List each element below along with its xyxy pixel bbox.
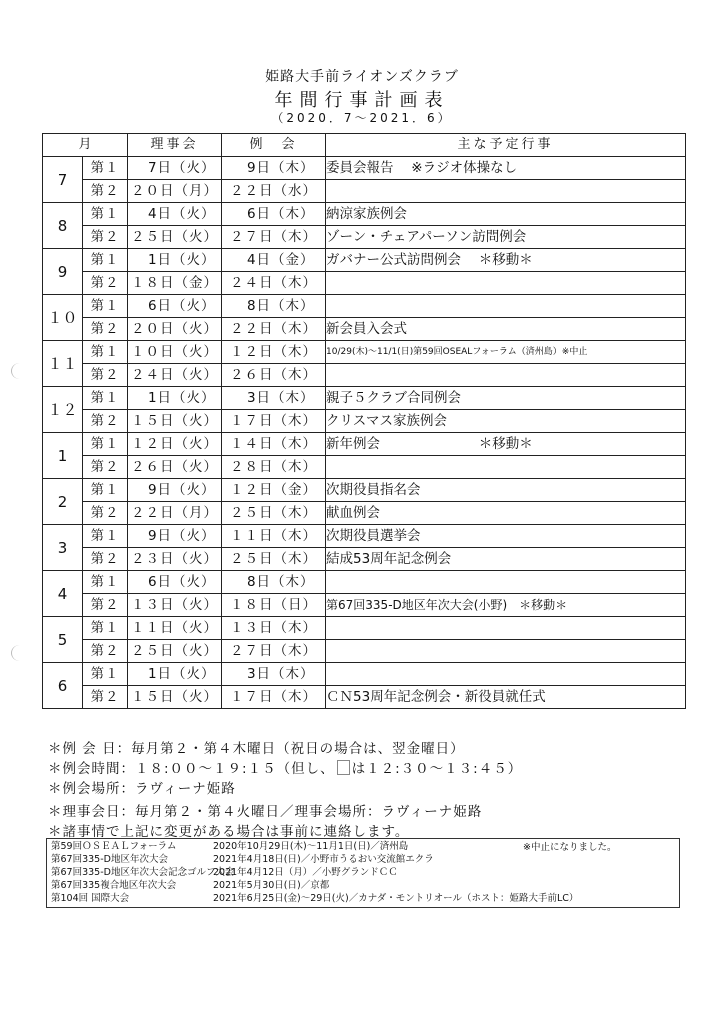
month-cell: 5 <box>43 617 83 663</box>
meeting-number-cell: 第２ <box>83 548 128 571</box>
month-cell: 4 <box>43 571 83 617</box>
meeting-date-cell: ２２日（木） <box>222 318 326 341</box>
meeting-number-cell: 第２ <box>83 364 128 387</box>
table-row <box>43 387 686 410</box>
month-cell: 9 <box>43 249 83 295</box>
board-date-cell: 1日（火） <box>128 663 222 686</box>
event-detail: 2021年4月12日（月）／小野グランドＣＣ <box>213 867 398 878</box>
month-cell: 8 <box>43 203 83 249</box>
event-name: 第67回335-D地区年次大会記念ゴルフ大会 <box>51 867 235 878</box>
meeting-date-cell: 3日（木） <box>222 663 326 686</box>
meeting-date-cell: １１日（木） <box>222 525 326 548</box>
event-cell: 第67回335-D地区年次大会(小野) ＊移動＊ <box>326 594 686 617</box>
event-name: 第59回ＯＳＥＡＬフォーラム <box>51 841 177 852</box>
board-date-cell: １８日（金） <box>128 272 222 295</box>
event-cell: ガバナー公式訪問例会 ＊移動＊ <box>326 249 686 272</box>
event-cell <box>326 295 686 318</box>
note-time-suffix: は１２:３０～１３:４５） <box>351 761 523 777</box>
board-date-cell: 9日（火） <box>128 525 222 548</box>
meeting-number-cell: 第２ <box>83 180 128 203</box>
event-detail: 2021年6月25日(金)～29日(火)／カナダ・モントリオール（ホスト：姫路大手前LC） <box>213 893 579 904</box>
table-row <box>43 364 686 387</box>
board-date-cell: ２６日（火） <box>128 456 222 479</box>
events-box <box>46 838 680 908</box>
header-month: 月 <box>43 134 128 157</box>
table-row <box>43 249 686 272</box>
meeting-number-cell: 第２ <box>83 502 128 525</box>
meeting-number-cell: 第２ <box>83 594 128 617</box>
meeting-number-cell: 第１ <box>83 479 128 502</box>
board-date-cell: ２５日（火） <box>128 640 222 663</box>
meeting-number-cell: 第２ <box>83 456 128 479</box>
event-item <box>51 867 398 879</box>
meeting-number-cell: 第１ <box>83 341 128 364</box>
event-cell: ゾーン・チェアパーソン訪問例会 <box>326 226 686 249</box>
table-row <box>43 571 686 594</box>
board-date-cell: １１日（火） <box>128 617 222 640</box>
board-date-cell: 6日（火） <box>128 295 222 318</box>
month-cell: 2 <box>43 479 83 525</box>
meeting-number-cell: 第１ <box>83 433 128 456</box>
board-date-cell: １３日（火） <box>128 594 222 617</box>
event-item <box>51 854 434 866</box>
board-date-cell: 1日（火） <box>128 249 222 272</box>
meeting-date-cell: ２６日（木） <box>222 364 326 387</box>
month-cell: １１ <box>43 341 83 387</box>
board-date-cell: １０日（火） <box>128 341 222 364</box>
meeting-number-cell: 第２ <box>83 272 128 295</box>
table-row <box>43 456 686 479</box>
board-date-cell: ２０日（火） <box>128 318 222 341</box>
event-item <box>51 893 578 905</box>
table-row <box>43 410 686 433</box>
meeting-number-cell: 第１ <box>83 571 128 594</box>
event-item <box>51 841 408 853</box>
meeting-number-cell: 第１ <box>83 295 128 318</box>
month-cell: １０ <box>43 295 83 341</box>
meeting-date-cell: ２５日（木） <box>222 502 326 525</box>
event-cell: クリスマス家族例会 <box>326 410 686 433</box>
event-cell <box>326 272 686 295</box>
meeting-date-cell: 9日（木） <box>222 157 326 180</box>
board-date-cell: ２２日（月） <box>128 502 222 525</box>
meeting-date-cell: １３日（木） <box>222 617 326 640</box>
meeting-date-cell: ２７日（木） <box>222 640 326 663</box>
note-meeting-place: ＊例会場所：ラヴィーナ姫路 <box>48 781 236 797</box>
table-row <box>43 617 686 640</box>
table-row <box>43 433 686 456</box>
page-title: 年間行事計画表 <box>274 90 450 111</box>
meeting-date-cell: ２４日（木） <box>222 272 326 295</box>
month-cell: 1 <box>43 433 83 479</box>
board-date-cell: １５日（火） <box>128 410 222 433</box>
meeting-number-cell: 第１ <box>83 249 128 272</box>
meeting-date-cell: 4日（金） <box>222 249 326 272</box>
table-row <box>43 318 686 341</box>
board-date-cell: ２５日（火） <box>128 226 222 249</box>
meeting-number-cell: 第２ <box>83 686 128 709</box>
meeting-number-cell: 第１ <box>83 663 128 686</box>
schedule-table <box>42 133 686 709</box>
meeting-date-cell: 8日（木） <box>222 295 326 318</box>
event-detail: 2020年10月29日(木)～11月1日(日)／済州島 <box>213 841 409 852</box>
board-date-cell: 9日（火） <box>128 479 222 502</box>
meeting-date-cell: １７日（木） <box>222 686 326 709</box>
event-cell: 納涼家族例会 <box>326 203 686 226</box>
event-cell <box>326 663 686 686</box>
meeting-number-cell: 第２ <box>83 410 128 433</box>
meeting-date-cell: ２５日（木） <box>222 548 326 571</box>
meeting-number-cell: 第１ <box>83 617 128 640</box>
note-board-days: ＊理事会日：毎月第２・第４火曜日／理事会場所：ラヴィーナ姫路 <box>48 804 483 820</box>
note-meeting-time <box>48 757 522 777</box>
table-row <box>43 272 686 295</box>
meeting-date-cell: ２２日（水） <box>222 180 326 203</box>
meeting-date-cell: １８日（日） <box>222 594 326 617</box>
board-date-cell: 1日（火） <box>128 387 222 410</box>
board-date-cell: ２４日（火） <box>128 364 222 387</box>
table-row <box>43 203 686 226</box>
event-cell: 結成53周年記念例会 <box>326 548 686 571</box>
meeting-date-cell: １７日（木） <box>222 410 326 433</box>
month-cell: 3 <box>43 525 83 571</box>
period-label: （2020．7～2021．6） <box>271 111 453 125</box>
meeting-number-cell: 第２ <box>83 318 128 341</box>
table-row <box>43 663 686 686</box>
board-date-cell: ２０日（月） <box>128 180 222 203</box>
event-cell: 次期役員指名会 <box>326 479 686 502</box>
event-cell: 新年例会 ＊移動＊ <box>326 433 686 456</box>
punch-hole-mark <box>11 645 28 661</box>
header-board: 理事会 <box>128 134 222 157</box>
board-date-cell: 6日（火） <box>128 571 222 594</box>
table-row <box>43 157 686 180</box>
event-cell <box>326 640 686 663</box>
event-cell: 献血例会 <box>326 502 686 525</box>
meeting-number-cell: 第１ <box>83 525 128 548</box>
table-row <box>43 640 686 663</box>
month-cell: 6 <box>43 663 83 709</box>
table-row <box>43 479 686 502</box>
event-cell: ＣＮ53周年記念例会・新役員就任式 <box>326 686 686 709</box>
month-cell: １２ <box>43 387 83 433</box>
event-cell: 次期役員選挙会 <box>326 525 686 548</box>
event-name: 第67回335-D地区年次大会 <box>51 854 168 865</box>
meeting-date-cell: ２８日（木） <box>222 456 326 479</box>
meeting-date-cell: 6日（木） <box>222 203 326 226</box>
meeting-number-cell: 第１ <box>83 157 128 180</box>
event-name: 第67回335複合地区年次大会 <box>51 880 177 891</box>
meeting-number-cell: 第１ <box>83 387 128 410</box>
meeting-date-cell: ２７日（木） <box>222 226 326 249</box>
event-cell: 親子５クラブ合同例会 <box>326 387 686 410</box>
table-row <box>43 341 686 364</box>
event-cell: 新会員入会式 <box>326 318 686 341</box>
table-header-row <box>43 134 686 157</box>
event-cell <box>326 456 686 479</box>
event-detail: 2021年4月18日(日)／小野市うるおい交流館エクラ <box>213 854 434 865</box>
table-row <box>43 525 686 548</box>
note-time-prefix: ＊例会時間：１８:００～１９:１５（但し、 <box>48 761 335 777</box>
meeting-date-cell: １２日（金） <box>222 479 326 502</box>
table-row <box>43 502 686 525</box>
club-name: 姫路大手前ライオンズクラブ <box>265 69 459 85</box>
event-cell <box>326 364 686 387</box>
event-name: 第104回 国際大会 <box>51 893 130 904</box>
board-date-cell: 7日（火） <box>128 157 222 180</box>
event-item <box>51 880 329 892</box>
meeting-number-cell: 第１ <box>83 203 128 226</box>
event-cell <box>326 571 686 594</box>
event-cell <box>326 180 686 203</box>
note-changes: ＊諸事情で上記に変更がある場合は事前に連絡します。 <box>48 824 410 840</box>
table-row <box>43 686 686 709</box>
month-cell: 7 <box>43 157 83 203</box>
header-events: 主な予定行事 <box>326 134 686 157</box>
board-date-cell: ２３日（火） <box>128 548 222 571</box>
event-cancel-note: ※中止になりました。 <box>523 842 617 853</box>
table-row <box>43 180 686 203</box>
board-date-cell: 4日（火） <box>128 203 222 226</box>
table-row <box>43 226 686 249</box>
marker-box <box>337 760 350 775</box>
meeting-number-cell: 第２ <box>83 640 128 663</box>
event-cell <box>326 617 686 640</box>
table-row <box>43 594 686 617</box>
note-meeting-days: ＊例 会 日：毎月第２・第４木曜日（祝日の場合は、翌金曜日） <box>48 741 465 757</box>
table-row <box>43 548 686 571</box>
event-detail: 2021年5月30日(日)／京都 <box>213 880 330 891</box>
meeting-number-cell: 第２ <box>83 226 128 249</box>
table-row <box>43 295 686 318</box>
header-meeting: 例 会 <box>222 134 326 157</box>
meeting-date-cell: 8日（木） <box>222 571 326 594</box>
event-cell: 10/29(木)～11/1(日)第59回OSEALフォーラム（済州島）※中止 <box>326 341 686 364</box>
meeting-date-cell: １２日（木） <box>222 341 326 364</box>
punch-hole-mark <box>11 363 28 379</box>
board-date-cell: １２日（火） <box>128 433 222 456</box>
event-cell: 委員会報告 ※ラジオ体操なし <box>326 157 686 180</box>
meeting-date-cell: １４日（木） <box>222 433 326 456</box>
board-date-cell: １５日（火） <box>128 686 222 709</box>
meeting-date-cell: 3日（木） <box>222 387 326 410</box>
